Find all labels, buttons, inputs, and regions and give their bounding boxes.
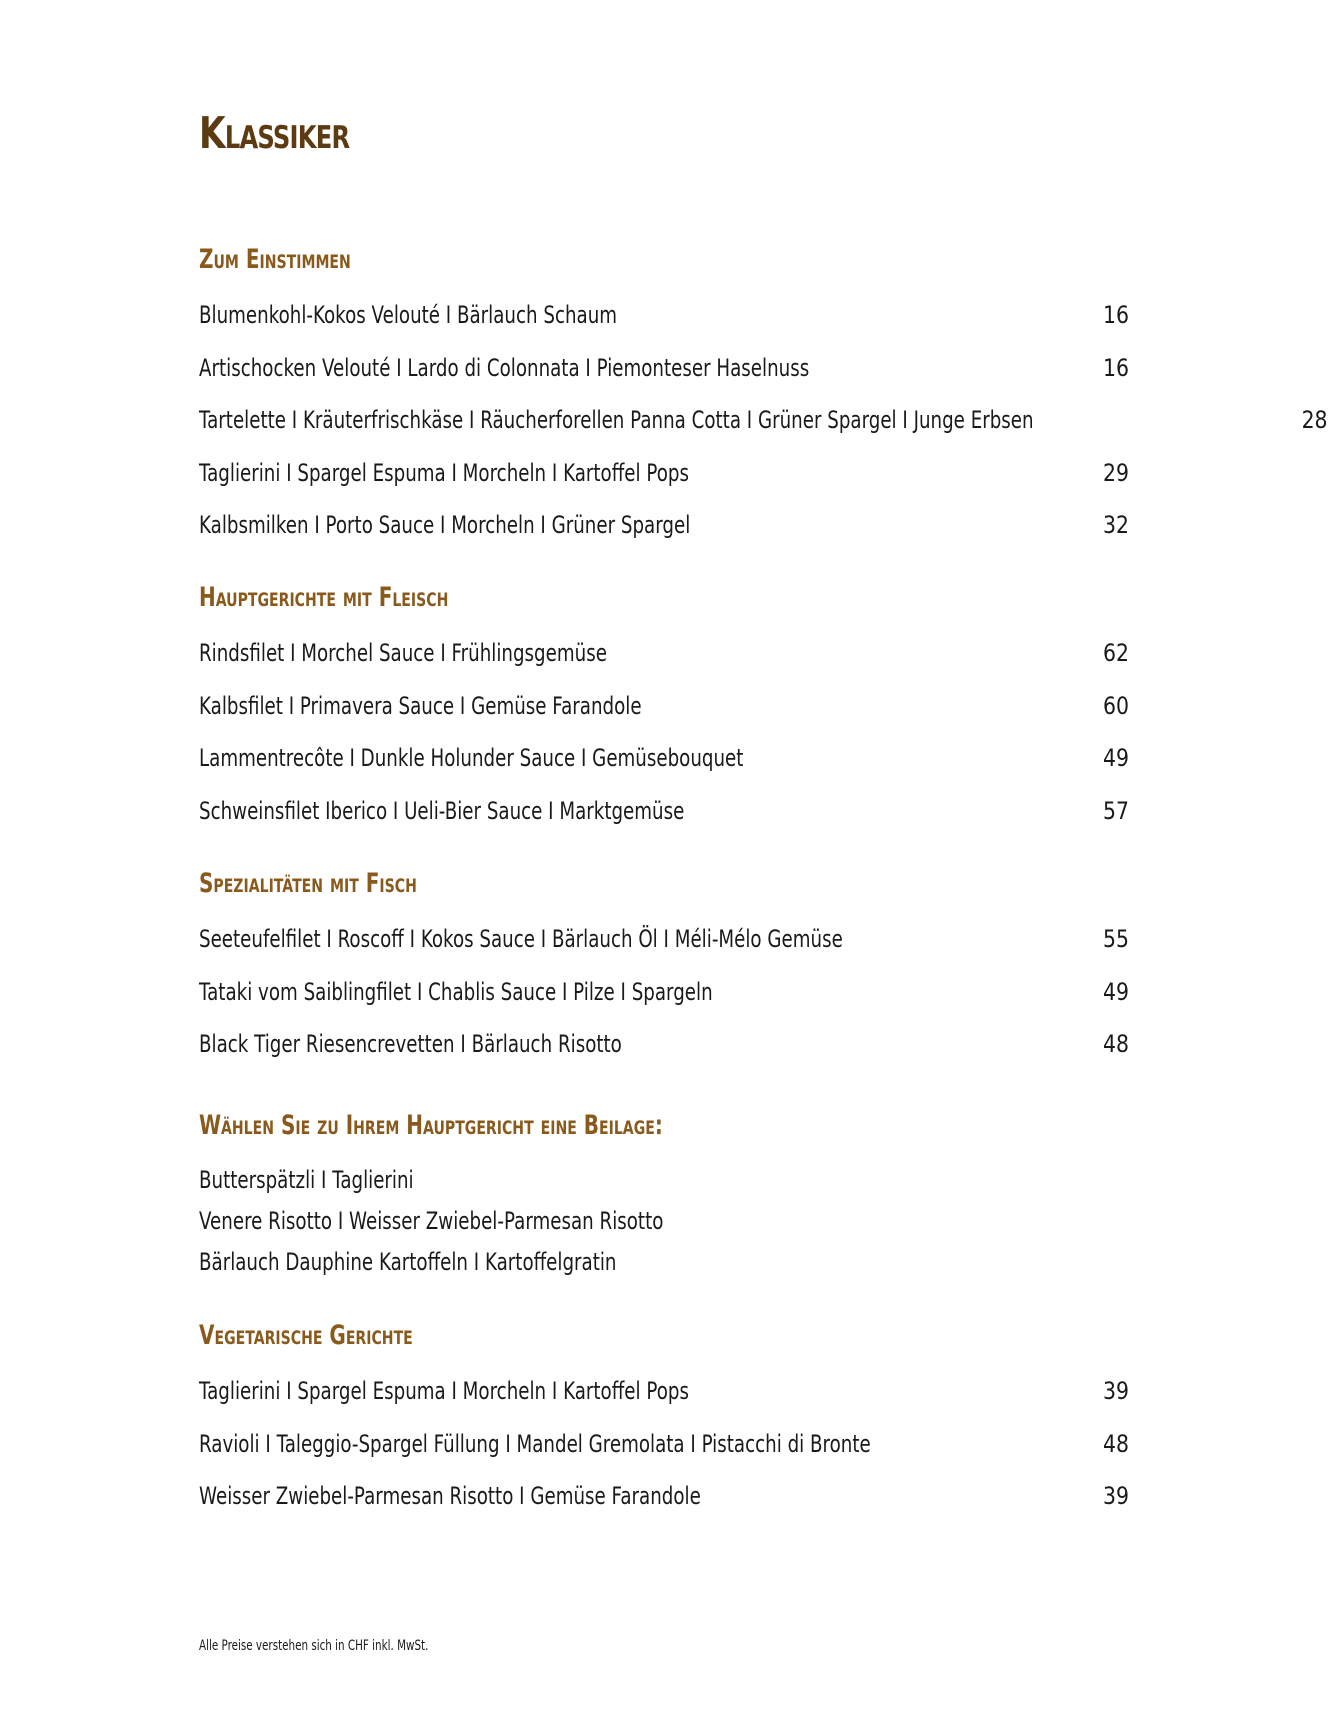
- section-title-beilage: Wählen Sie zu Ihrem Hauptgericht eine Beilage:: [199, 1110, 663, 1141]
- dish-name: Lammentrecôte I Dunkle Holunder Sauce I Gemüsebouquet: [199, 744, 744, 772]
- dish-name: Taglierini I Spargel Espuma I Morcheln I Kartoffel Pops: [199, 1377, 689, 1405]
- menu-item: [199, 1426, 1129, 1462]
- side-item: [199, 1245, 748, 1279]
- dish-price: 62: [1103, 639, 1129, 667]
- dish-price: 48: [1103, 1030, 1129, 1058]
- dish-price: 39: [1103, 1377, 1129, 1405]
- price-footnote: Alle Preise verstehen sich in CHF inkl. MwSt.: [199, 1638, 429, 1654]
- dish-name: Tartelette I Kräuterfrischkäse I Räucherforellen Panna Cotta I Grüner Spargel I Junge Erbsen: [199, 406, 1034, 434]
- menu-item: [199, 740, 1129, 776]
- dish-name: Black Tiger Riesencrevetten I Bärlauch Risotto: [199, 1030, 622, 1058]
- dish-price: 48: [1103, 1430, 1129, 1458]
- section-title-zum-einstimmen: Zum Einstimmen: [199, 244, 351, 275]
- dish-name: Kalbsmilken I Porto Sauce I Morcheln I Grüner Spargel: [199, 511, 691, 539]
- menu-item: [199, 793, 1129, 829]
- menu-item: [199, 455, 1129, 491]
- menu-item: [199, 688, 1129, 724]
- menu-item: [199, 635, 1129, 671]
- dish-price: 16: [1103, 301, 1129, 329]
- dish-name: Taglierini I Spargel Espuma I Morcheln I Kartoffel Pops: [199, 459, 689, 487]
- side-name: Butterspätzli I Taglierini: [199, 1166, 414, 1194]
- dish-price: 29: [1103, 459, 1129, 487]
- dish-name: Kalbsfilet I Primavera Sauce I Gemüse Farandole: [199, 692, 642, 720]
- dish-name: Blumenkohl-Kokos Velouté I Bärlauch Schaum: [199, 301, 618, 329]
- dish-price: 39: [1103, 1482, 1129, 1510]
- dish-price: 57: [1103, 797, 1129, 825]
- section-title-fisch: Spezialitäten mit Fisch: [199, 868, 417, 899]
- page-title: Klassiker: [199, 108, 350, 159]
- section-title-fleisch: Hauptgerichte mit Fleisch: [199, 582, 449, 613]
- menu-item: [199, 402, 1328, 438]
- dish-price: 28: [1301, 406, 1328, 434]
- side-item: [199, 1204, 810, 1238]
- menu-item: [199, 507, 1129, 543]
- menu-item: [199, 1373, 1129, 1409]
- dish-name: Tataki vom Saiblingfilet I Chablis Sauce I Pilze I Spargeln: [199, 978, 713, 1006]
- dish-name: Rindsfilet I Morchel Sauce I Frühlingsgemüse: [199, 639, 607, 667]
- side-item: [199, 1163, 481, 1197]
- dish-name: Artischocken Velouté I Lardo di Colonnata I Piemonteser Haselnuss: [199, 354, 810, 382]
- menu-item: [199, 297, 1129, 333]
- dish-price: 32: [1103, 511, 1129, 539]
- dish-price: 60: [1103, 692, 1129, 720]
- dish-price: 49: [1103, 744, 1129, 772]
- side-name: Venere Risotto I Weisser Zwiebel-Parmesan Risotto: [199, 1207, 664, 1235]
- dish-name: Ravioli I Taleggio-Spargel Füllung I Mandel Gremolata I Pistacchi di Bronte: [199, 1430, 871, 1458]
- menu-item: [199, 1026, 1129, 1062]
- menu-item: [199, 1478, 1129, 1514]
- menu-item: [199, 350, 1129, 386]
- menu-item: [199, 921, 1129, 957]
- menu-item: [199, 974, 1129, 1010]
- dish-price: 49: [1103, 978, 1129, 1006]
- side-name: Bärlauch Dauphine Kartoffeln I Kartoffelgratin: [199, 1248, 617, 1276]
- dish-name: Weisser Zwiebel-Parmesan Risotto I Gemüse Farandole: [199, 1482, 701, 1510]
- section-title-vegetarisch: Vegetarische Gerichte: [199, 1320, 413, 1351]
- dish-price: 55: [1103, 925, 1129, 953]
- dish-name: Seeteufelfilet I Roscoff I Kokos Sauce I Bärlauch Öl I Méli-Mélo Gemüse: [199, 925, 843, 953]
- dish-price: 16: [1103, 354, 1129, 382]
- dish-name: Schweinsfilet Iberico I Ueli-Bier Sauce I Marktgemüse: [199, 797, 685, 825]
